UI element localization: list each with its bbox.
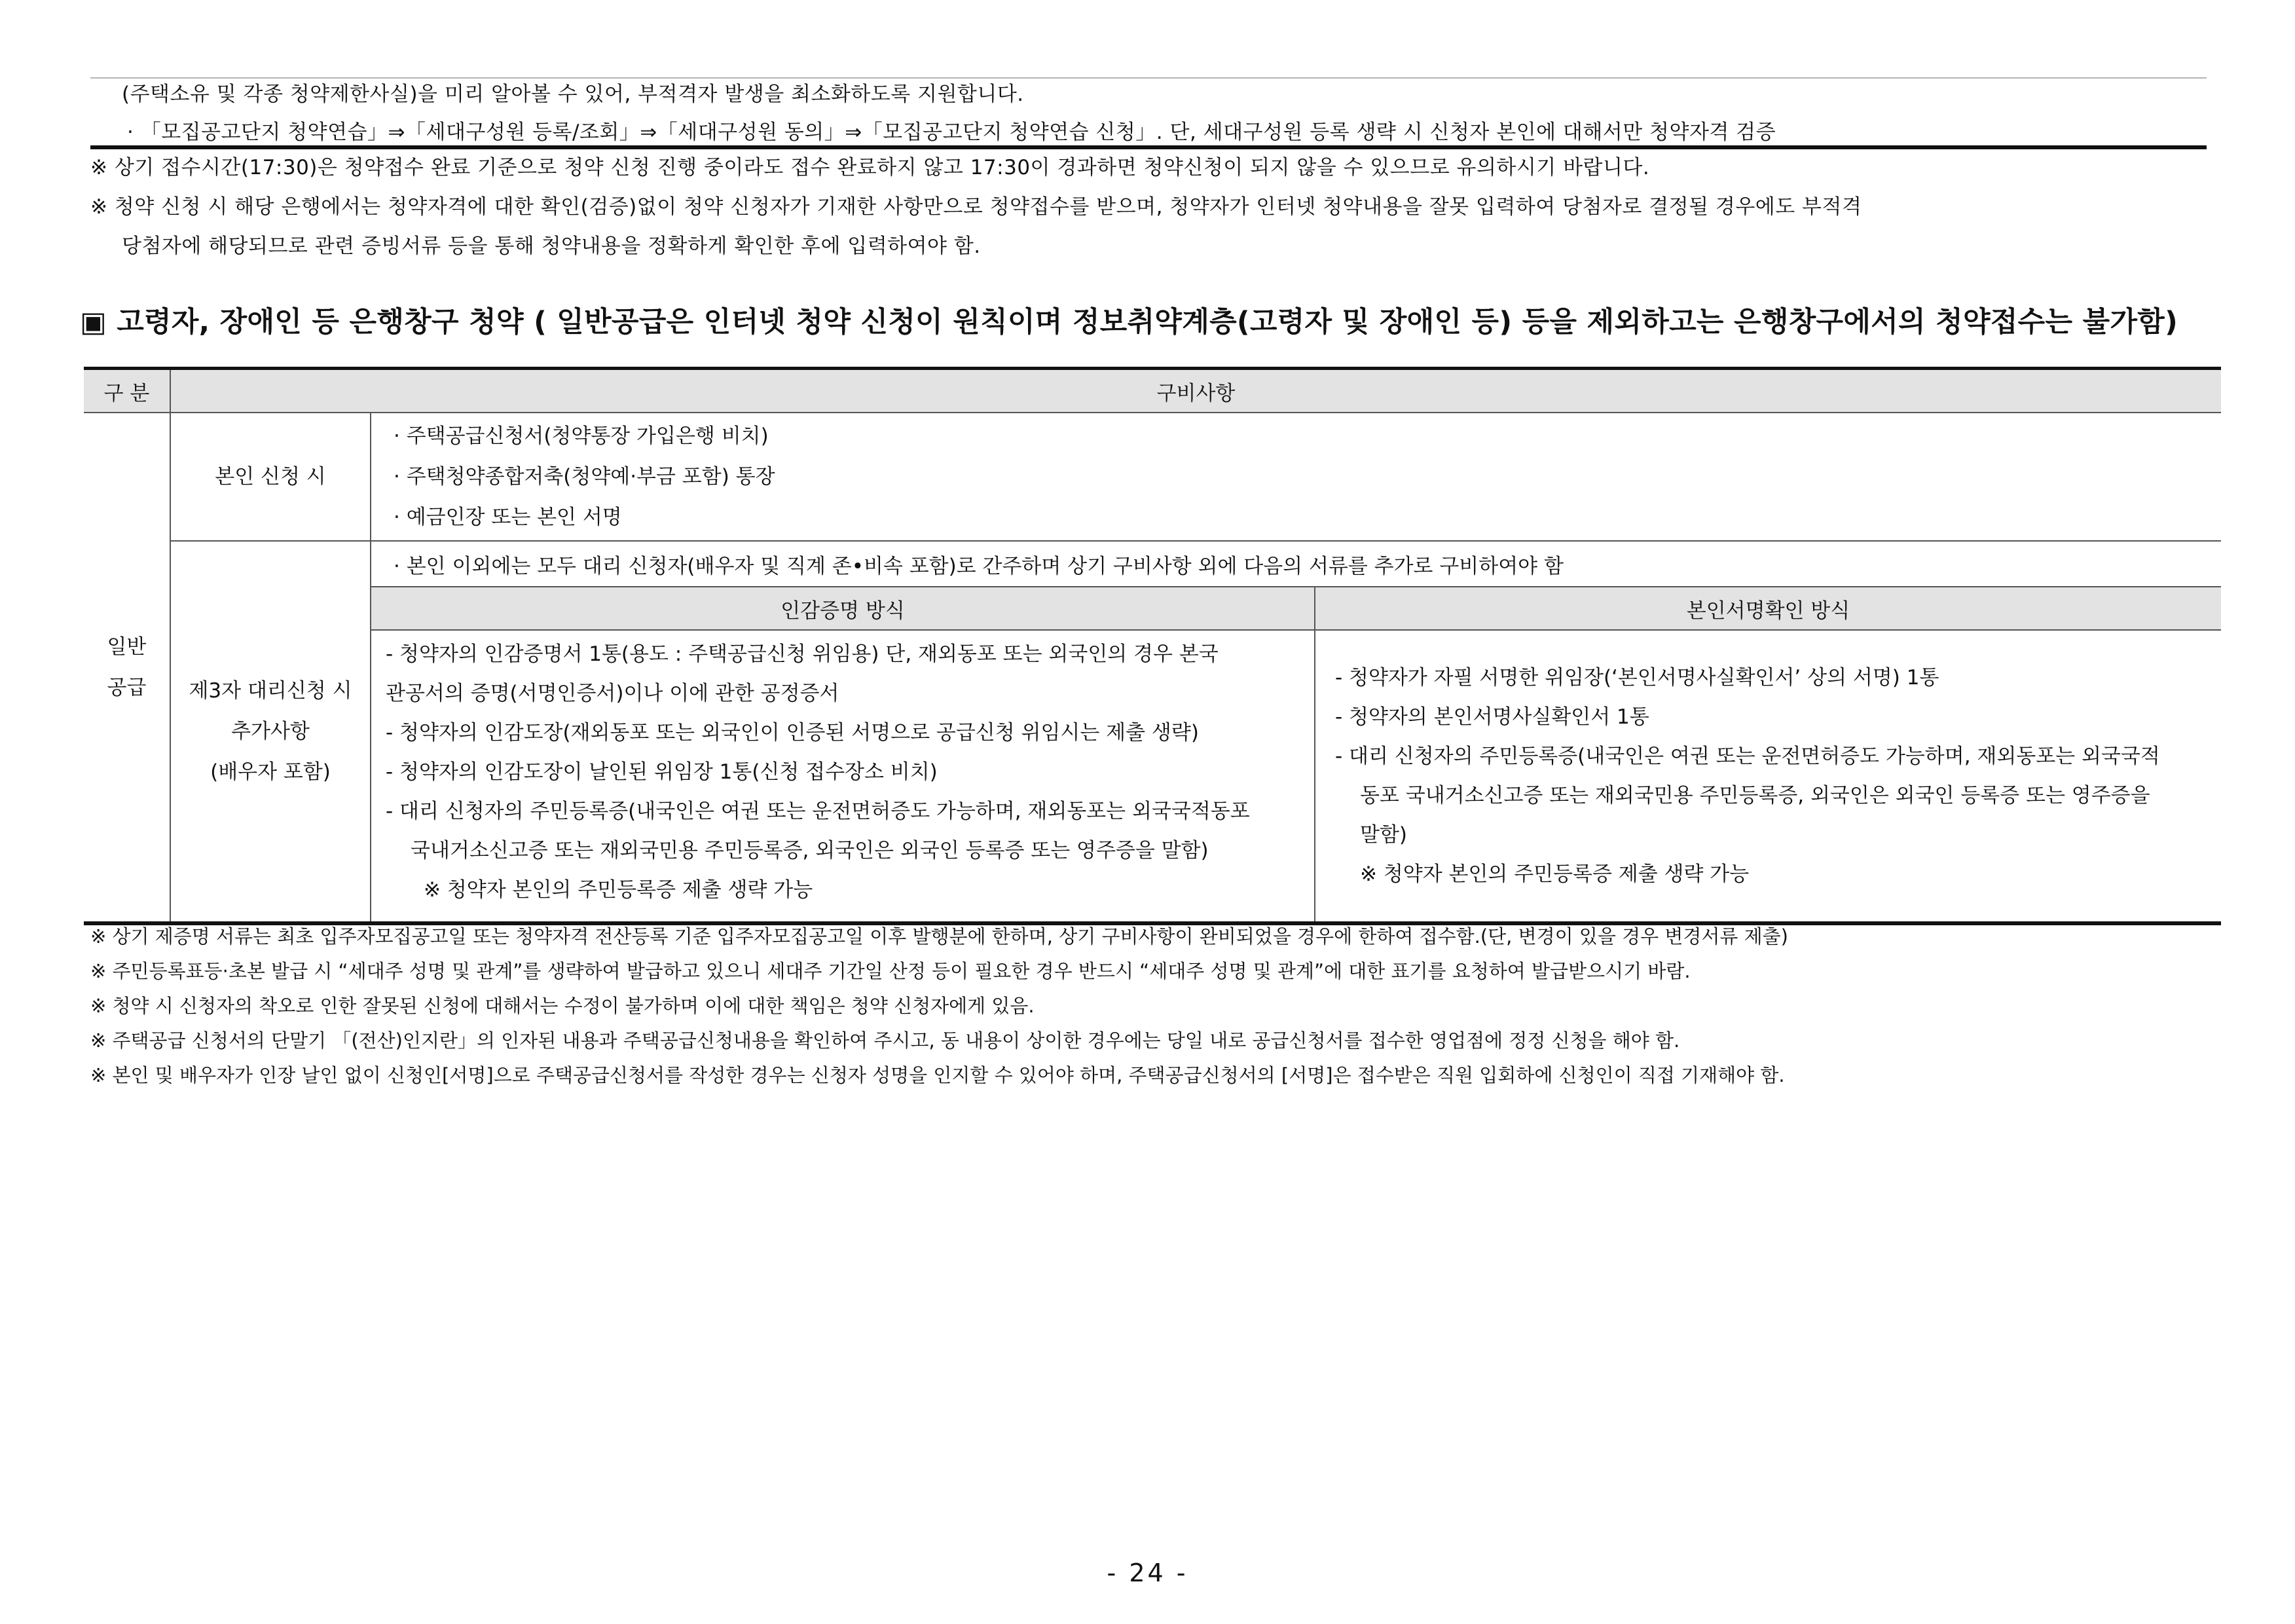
list-item: - 청약자의 본인서명사실확인서 1통 xyxy=(1335,705,1649,729)
list-item: - 대리 신청자의 주민등록증(내국인은 여권 또는 운전면허증도 가능하며, 재외동포는 외국국적동포 xyxy=(386,800,1250,823)
self-application-items xyxy=(371,413,2221,541)
list-item: ※ 청약자 본인의 주민등록증 제출 생략 가능 xyxy=(1360,862,1750,886)
list-item: - 청약자가 자필 서명한 위임장(‘본인서명사실확인서’ 상의 서명) 1통 xyxy=(1335,666,1939,690)
proxy-label-line: 제3자 대리신청 시 xyxy=(189,679,352,703)
proxy-label-line: (배우자 포함) xyxy=(210,760,331,784)
note-time-limit: ※ 상기 접수시간(17:30)은 청약접수 완료 기준으로 청약 신청 진행 중이라도 접수 완료하지 않고 17:30이 경과하면 청약신청이 되지 않을 수 있으므로 유의하시기 바랍니다. xyxy=(90,156,1650,179)
note-item: ※ 상기 제증명 서류는 최초 입주자모집공고일 또는 청약자격 전산등록 기준 입주자모집공고일 이후 발행분에 한하며, 상기 구비사항이 완비되었을 경우에 한하여 접수함.(단, 변경이 있을 경우 변경서류 제출) xyxy=(90,925,1788,948)
seal-method-items xyxy=(371,630,1315,923)
list-item: 관공서의 증명(서명인증서)이나 이에 관한 공정증서 xyxy=(386,682,839,705)
list-item: 동포 국내거소신고증 또는 재외국민용 주민등록증, 외국인은 외국인 등록증 또는 영주증을 xyxy=(1360,784,2150,807)
group-label-2: 공급 xyxy=(107,676,147,699)
top-divider xyxy=(90,77,2207,79)
table-row-method-details xyxy=(84,630,2221,923)
group-general-supply xyxy=(84,413,170,923)
table-row-proxy-intro xyxy=(84,541,2221,587)
table-header-row xyxy=(84,369,2221,413)
notes-list xyxy=(90,919,1788,1093)
proxy-application-label xyxy=(170,541,371,923)
list-item: - 청약자의 인감도장이 날인된 위임장 1통(신청 접수장소 비치) xyxy=(386,760,938,784)
table-row-self xyxy=(84,413,2221,541)
intro-divider xyxy=(90,145,2207,149)
table-row-method-headers xyxy=(84,587,2221,630)
proxy-label-line: 추가사항 xyxy=(231,720,310,743)
list-item: - 대리 신청자의 주민등록증(내국인은 여권 또는 운전면허증도 가능하며, 재외동포는 외국국적 xyxy=(1335,745,2160,768)
list-item: - 청약자의 인감도장(재외동포 또는 외국인이 인증된 서명으로 공급신청 위임시는 제출 생략) xyxy=(386,721,1199,745)
list-item: 국내거소신고증 또는 재외국민용 주민등록증, 외국인은 외국인 등록증 또는 영주증을 말함) xyxy=(411,839,1209,862)
group-label-1: 일반 xyxy=(107,635,147,659)
list-item: · 주택공급신청서(청약통장 가입은행 비치) xyxy=(394,424,769,448)
note-verification-2: 당첨자에 해당되므로 관련 증빙서류 등을 통해 청약내용을 정확하게 확인한 후에 입력하여야 함. xyxy=(122,234,981,258)
section-title: ▣ 고령자, 장애인 등 은행창구 청약 ( 일반공급은 인터넷 청약 신청이 원칙이며 정보취약계층(고령자 및 장애인 등) 등을 제외하고는 은행창구에서의 청약접수는 불가함) xyxy=(80,306,2178,339)
note-item: ※ 주택공급 신청서의 단말기 「(전산)인지란」의 인자된 내용과 주택공급신청내용을 확인하여 주시고, 동 내용이 상이한 경우에는 당일 내로 공급신청서를 접수한 영업점에 정정 신청을 해야 함. xyxy=(90,1029,1680,1052)
list-item: - 청약자의 인감증명서 1통(용도 : 주택공급신청 위임용) 단, 재외동포 또는 외국인의 경우 본국 xyxy=(386,642,1219,666)
list-item: 말함) xyxy=(1360,823,1407,847)
self-application-label: 본인 신청 시 xyxy=(170,413,371,541)
proxy-intro: · 본인 이외에는 모두 대리 신청자(배우자 및 직계 존•비속 포함)로 간주하며 상기 구비사항 외에 다음의 서류를 추가로 구비하여야 함 xyxy=(371,541,2221,587)
page-number: - 24 - xyxy=(1107,1559,1188,1587)
seal-method-header: 인감증명 방식 xyxy=(371,587,1315,630)
note-item: ※ 주민등록표등·초본 발급 시 “세대주 성명 및 관계”를 생략하여 발급하고 있으니 세대주 기간일 산정 등이 필요한 경우 반드시 “세대주 성명 및 관계”에 대한 표기를 요청하여 발급받으시기 바람. xyxy=(90,960,1691,982)
header-requirements: 구비사항 xyxy=(170,369,2221,413)
intro-line-1: (주택소유 및 각종 청약제한사실)을 미리 알아볼 수 있어, 부적격자 발생을 최소화하도록 지원합니다. xyxy=(122,83,1024,106)
header-category: 구 분 xyxy=(84,369,170,413)
note-item: ※ 본인 및 배우자가 인장 날인 없이 신청인[서명]으로 주택공급신청서를 작성한 경우는 신청자 성명을 인지할 수 있어야 하며, 주택공급신청서의 [서명]은 접수받은 직원 입회하에 신청인이 직접 기재해야 함. xyxy=(90,1064,1785,1086)
list-item: ※ 청약자 본인의 주민등록증 제출 생략 가능 xyxy=(424,878,813,902)
requirements-table xyxy=(84,367,2221,925)
note-verification-1: ※ 청약 신청 시 해당 은행에서는 청약자격에 대한 확인(검증)없이 청약 신청자가 기재한 사항만으로 청약접수를 받으며, 청약자가 인터넷 청약내용을 잘못 입력하여 당첨자로 결정될 경우에도 부적격 xyxy=(90,195,1862,219)
list-item: · 주택청약종합저축(청약예·부금 포함) 통장 xyxy=(394,465,775,489)
intro-line-2: · 「모집공고단지 청약연습」⇒「세대구성원 등록/조회」⇒「세대구성원 동의」⇒「모집공고단지 청약연습 신청」. 단, 세대구성원 등록 생략 시 신청자 본인에 대해서만 청약자격 검증 xyxy=(127,120,1776,144)
list-item: · 예금인장 또는 본인 서명 xyxy=(394,506,622,529)
note-item: ※ 청약 시 신청자의 착오로 인한 잘못된 신청에 대해서는 수정이 불가하며 이에 대한 책임은 청약 신청자에게 있음. xyxy=(90,995,1035,1017)
signature-method-items xyxy=(1315,630,2221,923)
signature-method-header: 본인서명확인 방식 xyxy=(1315,587,2221,630)
